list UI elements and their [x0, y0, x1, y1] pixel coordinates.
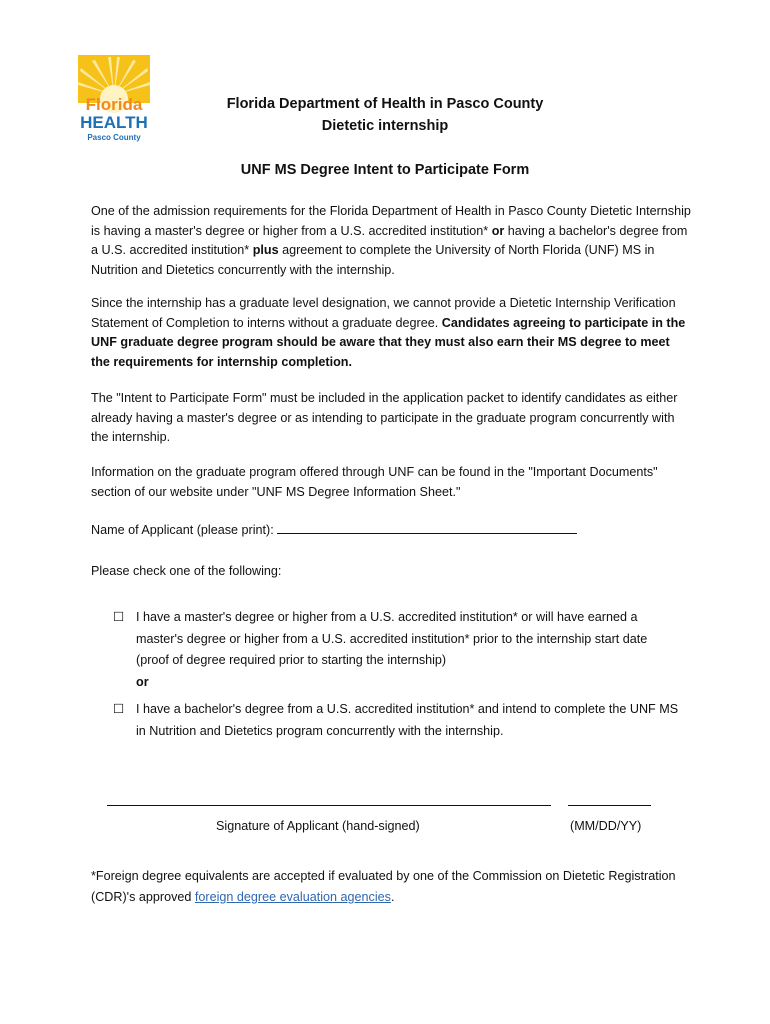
applicant-name-label: Name of Applicant (please print):	[91, 523, 274, 537]
foreign-degree-link[interactable]: foreign degree evaluation agencies	[194, 890, 391, 904]
paragraph-graduate-designation	[91, 294, 691, 372]
check-prompt: Please check one of the following:	[91, 564, 282, 578]
logo-health-text: HEALTH	[80, 113, 148, 132]
logo-florida-text: Florida	[85, 95, 143, 114]
option-masters-text: I have a master's degree or higher from a U.S. accredited institution* or will have earned a master's degree or higher from a U.S. accredited institution* prior to the internship start date (proof of degree required prior to starting the internship)	[136, 610, 648, 667]
checkbox-masters[interactable]: ☐	[113, 610, 125, 624]
or-label: or	[136, 675, 149, 689]
logo-county-text: Pasco County	[87, 133, 141, 142]
paragraph-admission-requirements	[91, 202, 691, 280]
signature-line[interactable]	[107, 805, 551, 806]
option-masters-degree	[113, 607, 683, 672]
sun-logo-icon	[78, 55, 150, 145]
signature-label: Signature of Applicant (hand-signed)	[216, 819, 420, 833]
p1-text-a: One of the admission requirements for the Florida Department of Health in Pasco County Dietetic Internship is having a master's degree or higher from a U.S. accredited institution*	[91, 204, 691, 238]
p1-text-e: agreement to complete the University of North Florida (UNF) MS in Nutrition and Dietetics concurrently with the internship.	[91, 243, 655, 277]
form-title: UNF MS Degree Intent to Participate Form	[240, 162, 530, 178]
applicant-name-row	[91, 519, 577, 537]
p2-bold-notice: Candidates agreeing to participate in the UNF graduate degree program should be aware that they must also earn their MS degree to meet the requirements for internship completion.	[91, 315, 686, 369]
p1-or: or	[491, 223, 505, 238]
header-title-line1: Florida Department of Health in Pasco County	[226, 96, 544, 112]
date-line[interactable]	[568, 805, 651, 806]
checkbox-bachelors[interactable]: ☐	[113, 702, 125, 716]
applicant-name-field[interactable]	[277, 519, 577, 534]
florida-health-logo	[78, 55, 150, 145]
footnote	[91, 866, 691, 908]
date-label: (MM/DD/YY)	[570, 819, 642, 833]
p1-plus: plus	[252, 243, 279, 257]
header-title-line2: Dietetic internship	[321, 118, 449, 134]
option-bachelors-degree	[113, 699, 683, 742]
footnote-text: *Foreign degree equivalents are accepted if evaluated by one of the Commission on Dietetic Registration (CDR)'s approved	[91, 869, 676, 904]
option-bachelors-text: I have a bachelor's degree from a U.S. accredited institution* and intend to complete the UNF MS in Nutrition and Dietetics program concurrently with the internship.	[136, 702, 679, 738]
p1-text-c: having a bachelor's degree from a U.S. accredited institution*	[91, 223, 688, 257]
paragraph-intent-form: The "Intent to Participate Form" must be included in the application packet to identify candidates as either already having a master's degree or as intending to participate in the graduate program concurrently with the internship.	[91, 391, 678, 444]
paragraph-unf-info: Information on the graduate program offered through UNF can be found in the "Important Documents" section of our website under "UNF MS Degree Information Sheet."	[91, 465, 658, 499]
p2-text-a: Since the internship has a graduate level designation, we cannot provide a Dietetic Internship Verification Statement of Completion to interns without a graduate degree.	[91, 296, 676, 330]
footnote-end: .	[390, 890, 395, 904]
